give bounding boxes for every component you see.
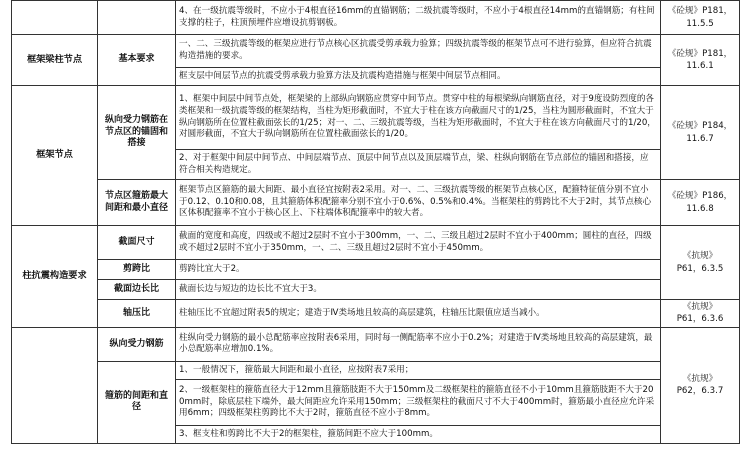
requirement-text: 3、框支柱和剪跨比不大于2的框架柱，箍筋间距不应大于100mm。	[176, 425, 661, 443]
sub-category-label: 截面尺寸	[98, 226, 176, 260]
sub-category-label: 截面边长比	[98, 280, 176, 300]
category-label: 框架节点	[12, 86, 98, 226]
table-row	[12, 280, 740, 300]
requirement-text: 剪跨比宜大于2。	[176, 260, 661, 280]
code-reference-clause: P62，6.3.7	[676, 386, 724, 397]
sub-category-label: 纵向受力钢筋在节点区的锚固和搭接	[98, 86, 176, 180]
code-reference-source: 《砼规》P181，	[667, 48, 733, 59]
requirement-text: 框支层中间层节点的抗震受剪承载力验算方法及抗震构造措施与框架中间层节点相同。	[176, 68, 661, 86]
code-reference-clause: 11.6.8	[686, 203, 714, 214]
requirement-text: 1、一般情况下，箍筋最大间距和最小直径，应按附表7采用；	[176, 361, 661, 379]
code-reference	[661, 300, 740, 328]
requirement-text: 2、一级框架柱的箍筋直径大于12mm且箍筋肢距不大于150mm及二级框架柱的箍筋直径不小于10mm且箍筋肢距不大于200mm时，除底层柱下端外，最大间距应允许采用150mm；三级框架柱的截面尺寸不大于400mm时，箍筋最小直径应允许采用6mm；四级框架柱剪跨比不大于2时，箍筋直径不应小于8mm。	[176, 379, 661, 425]
table-row	[12, 226, 740, 260]
requirement-text: 柱轴压比不宜超过附表5的规定；建造于Ⅳ类场地且较高的高层建筑，柱轴压比限值应适当减小。	[176, 300, 661, 328]
code-reference-source: 《砼规》P184，	[667, 121, 733, 132]
requirement-text: 1、框架中间层中间节点处，框架梁的上部纵向钢筋应贯穿中间节点。贯穿中柱的每根梁纵向钢筋直径，对于9度设防烈度的各类框架和一级抗震等级的框架结构，当柱为矩形截面时，不宜大于柱在该方向截面尺寸的1/25，当柱为圆形截面时，不宜大于纵向钢筋所在位置柱截面弦长的1/25；对一、二、三级抗震等级，当柱为矩形截面时，不宜大于柱在该方向截面尺寸的1/20，对圆形截面，不宜大于纵向钢筋所在位置柱截面弦长的1/20。	[176, 86, 661, 150]
category-label: 柱抗震构造要求	[12, 226, 98, 328]
table-row	[12, 327, 740, 361]
table-row	[12, 35, 740, 68]
code-reference-clause: 11.5.5	[686, 18, 714, 29]
table-row	[12, 1, 740, 35]
table-row	[12, 86, 740, 150]
code-reference	[661, 327, 740, 443]
table-row	[12, 260, 740, 280]
requirement-text: 框架节点区箍筋的最大间距、最小直径宜按附表2采用。对一、二、三级抗震等级的框架节点核心区，配箍特征值分别不宜小于0.12、0.10和0.08，且其箍筋体积配箍率分别不宜小于0.6%、0.5%和0.4%。当框架柱的剪跨比不大于2时，其节点核心区体积配箍率不宜小于核心区上、下柱端体积配箍率中的较大者。	[176, 180, 661, 226]
category-cell-empty	[12, 1, 98, 35]
code-reference-source: 《抗规》	[682, 251, 718, 262]
code-reference-clause: 11.6.1	[686, 61, 714, 71]
code-reference	[661, 1, 740, 35]
requirement-text: 截面的宽度和高度，四级或不超过2层时不宜小于300mm，一、二、三级且超过2层时不宜小于400mm；圆柱的直径，四级或不超过2层时不宜小于350mm，一、二、三级且超过2层时不宜小于450mm。	[176, 226, 661, 260]
code-reference-clause: P61，6.3.5	[676, 263, 724, 274]
table-row	[12, 300, 740, 328]
sub-category-label: 剪跨比	[98, 260, 176, 280]
requirement-text: 4、在一级抗震等级时，不应小于4根直径16mm的直锚钢筋；二级抗震等级时，不应小于4根直径14mm的直锚钢筋；有柱间支撑的柱子，柱顶预埋件应增设抗剪钢板。	[176, 1, 661, 35]
category-label: 框架梁柱节点	[12, 35, 98, 86]
category-cell-empty	[12, 327, 98, 443]
spec-table	[11, 0, 740, 444]
code-reference-source: 《砼规》P186，	[667, 191, 733, 202]
sub-category-label: 纵向受力钢筋	[98, 327, 176, 361]
code-reference-source: 《砼规》P181，	[667, 6, 733, 17]
code-reference	[661, 180, 740, 226]
code-reference-clause: P61，6.3.6	[676, 314, 724, 325]
sub-cell-empty	[98, 1, 176, 35]
table-row	[12, 180, 740, 226]
requirement-text: 柱纵向受力钢筋的最小总配筋率应按附表6采用，同时每一侧配筋率不应小于0.2%；对建造于Ⅳ类场地且较高的高层建筑，最小总配筋率应增加0.1%。	[176, 327, 661, 361]
sub-category-label: 轴压比	[98, 300, 176, 328]
code-reference	[661, 35, 740, 86]
requirement-text: 截面长边与短边的边长比不宜大于3。	[176, 280, 661, 300]
sub-category-label: 基本要求	[98, 35, 176, 86]
sub-category-label: 节点区箍筋最大间距和最小直径	[98, 180, 176, 226]
code-reference	[661, 86, 740, 180]
code-reference-source: 《抗规》	[682, 373, 718, 384]
code-reference-clause: 11.6.7	[686, 133, 714, 144]
table-row	[12, 361, 740, 379]
sub-category-label: 箍筋的间距和直径	[98, 361, 176, 443]
requirement-text: 一、二、三级抗震等级的框架应进行节点核心区抗震受剪承载力验算；四级抗震等级的框架节点可不进行验算，但应符合抗震构造措施的要求。	[176, 35, 661, 68]
requirement-text: 2、对于框架中间层中间节点、中间层端节点、顶层中间节点以及顶层端节点，梁、柱纵向钢筋在节点部位的锚固和搭接，应符合相关构造规定。	[176, 150, 661, 180]
code-reference	[661, 226, 740, 300]
code-reference-source: 《抗规》	[682, 302, 718, 312]
